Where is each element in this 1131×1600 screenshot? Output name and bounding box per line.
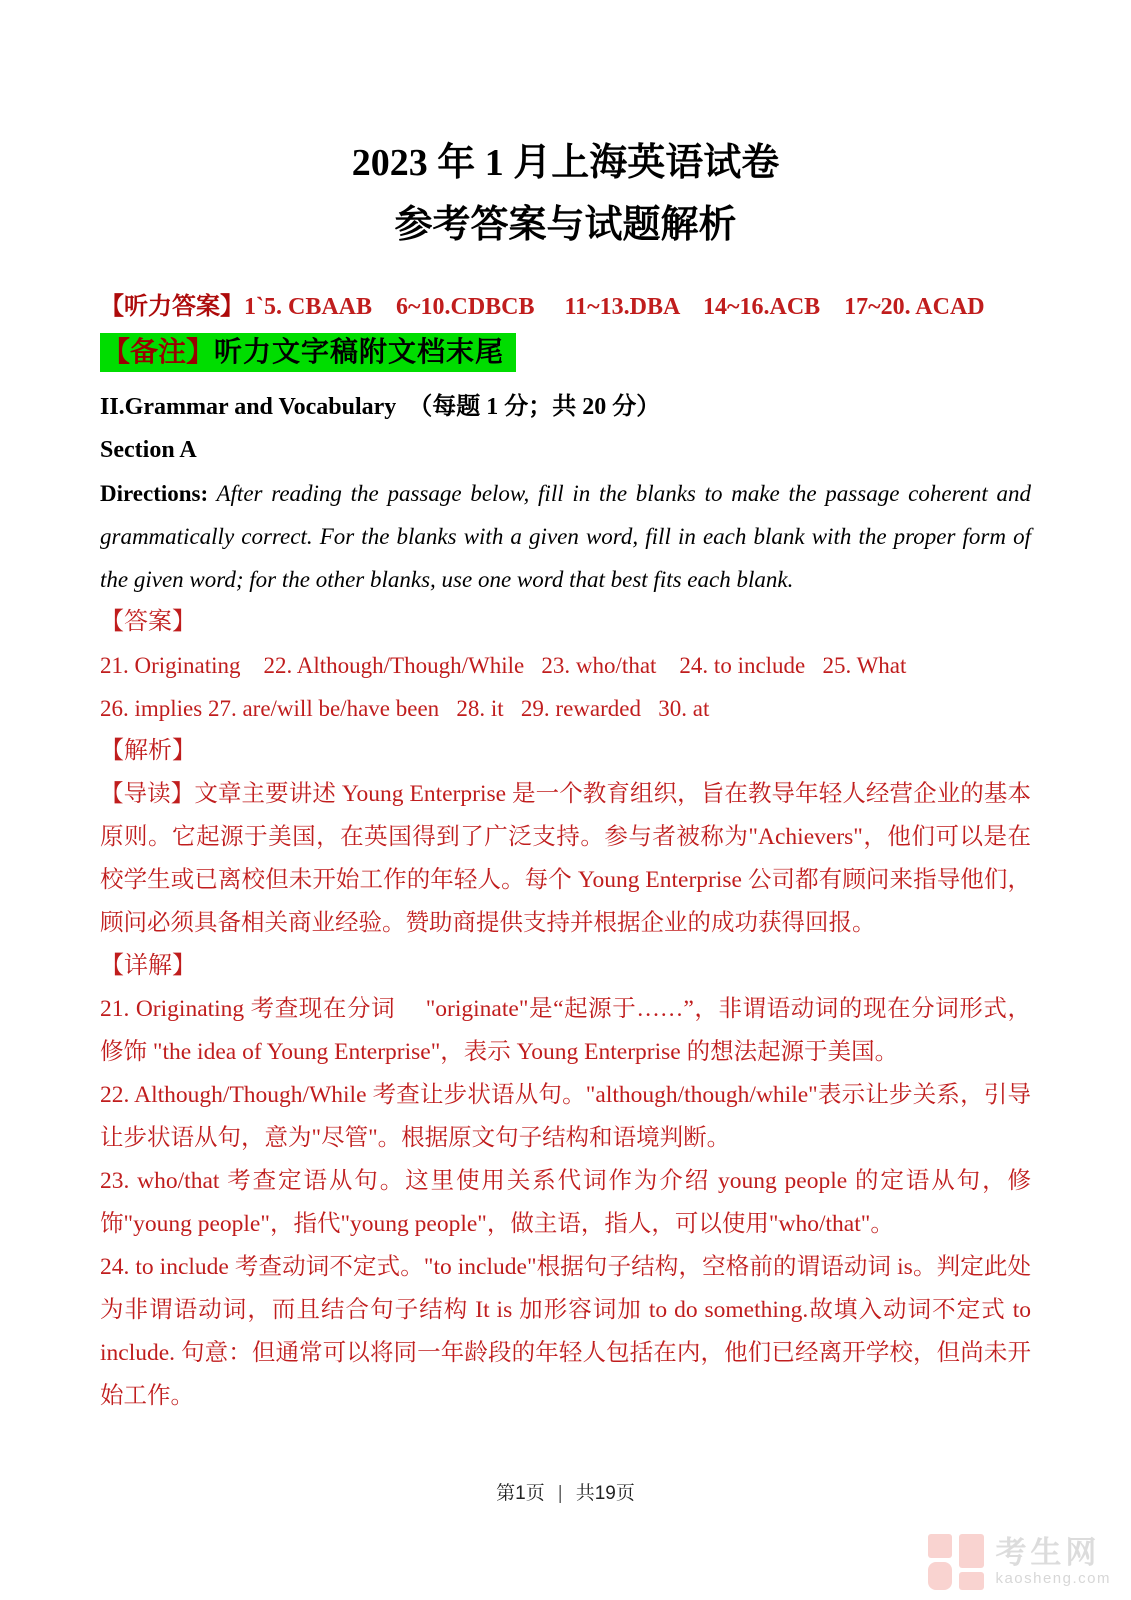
logo-block: [928, 1562, 952, 1590]
title-line-2: 参考答案与试题解析: [394, 204, 737, 246]
directions-label: Directions:: [100, 481, 209, 506]
explanation-item-21: 21. Originating 考查现在分词 "originate"是“起源于……”，非谓语动词的现在分词形式，修饰 "the idea of Young Enterprise"，表示 Young Enterprise 的想法起源于美国。: [100, 996, 1031, 1065]
directions-text: After reading the passage below, fill in the blanks to make the passage coherent and grammatically correct. For the blanks with a given word, fill in each blank with the proper form of the given word; for the other blanks, use one word that best fits each blank.: [100, 481, 1031, 592]
watermark-brand-en: kaosheng.com: [995, 1570, 1111, 1587]
logo-block: [928, 1534, 952, 1558]
explanation-item-23: 23. who/that 考查定语从句。这里使用关系代词作为介绍 young people 的定语从句，修饰"young people"，指代"young people"，做主语，指人，可以使用"who/that"。: [100, 1168, 1031, 1237]
logo-block: [959, 1572, 984, 1590]
watermark-brand-cn: 考生网: [995, 1535, 1101, 1570]
analysis-marker: 【解析】: [100, 738, 196, 764]
intro-text: 文章主要讲述 Young Enterprise 是一个教育组织，旨在教导年轻人经营企业的基本原则。它起源于美国，在英国得到了广泛支持。参与者被称为"Achievers"，他们可以是在校学生或已离校但未开始工作的年轻人。每个 Young Enterprise 公司都有顾问来指导他们，顾问必须具备相关商业经验。赞助商提供支持并根据企业的成功获得回报。: [100, 781, 1031, 936]
directions-paragraph: [100, 472, 1031, 601]
explanation-item-24: 24. to include 考查动词不定式。"to include"根据句子结构，空格前的谓语动词 is。判定此处为非谓语动词，而且结合句子结构 It is 加形容词加 to do something.故填入动词不定式 to include. 句意：但通常可以将同一年龄段的年轻人包括在内，他们已经离开学校，但尚未开始工作。: [100, 1254, 1037, 1409]
title-line-1: 2023 年 1 月上海英语试卷: [351, 142, 780, 184]
logo-block: [959, 1534, 984, 1568]
page-title: [100, 132, 1031, 256]
watermark-text: [995, 1537, 1111, 1587]
note-highlight: [100, 333, 516, 372]
answers-marker: 【答案】: [100, 609, 196, 635]
intro-paragraph: [100, 773, 1031, 945]
note-row: [100, 333, 1031, 378]
intro-label: 【导读】: [100, 781, 195, 807]
section-a-heading: Section A: [100, 437, 197, 463]
grammar-section-heading: II.Grammar and Vocabulary （每题 1 分；共 20 分）: [100, 394, 661, 420]
page-footer: [0, 1478, 1131, 1505]
total-pages-label: 共19页: [575, 1483, 635, 1504]
explanation-item-22: 22. Although/Though/While 考查让步状语从句。"although/though/while"表示让步关系，引导让步状语从句，意为"尽管"。根据原文句子结构和语境判断。: [100, 1082, 1031, 1151]
note-label: 【备注】: [102, 337, 215, 368]
answers-line-2: 26. implies 27. are/will be/have been 28. it 29. rewarded 30. at: [100, 696, 710, 721]
kaosheng-logo-icon: [928, 1534, 986, 1590]
listening-answers-line: [100, 286, 1031, 329]
answers-line-1: 21. Originating 22. Although/Though/While 23. who/that 24. to include 25. What: [100, 653, 907, 678]
current-page-label: 第1页: [496, 1483, 545, 1504]
detail-marker: 【详解】: [100, 953, 196, 979]
kaosheng-watermark: [928, 1534, 1111, 1590]
note-text: 听力文字稿附文档末尾: [214, 336, 505, 367]
footer-separator: |: [557, 1483, 563, 1504]
listening-answers-values: 1`5. CBAAB 6~10.CDBCB 11~13.DBA 14~16.ACB 17~20. ACAD: [244, 294, 985, 320]
listening-answers-label: 【听力答案】: [100, 294, 244, 320]
